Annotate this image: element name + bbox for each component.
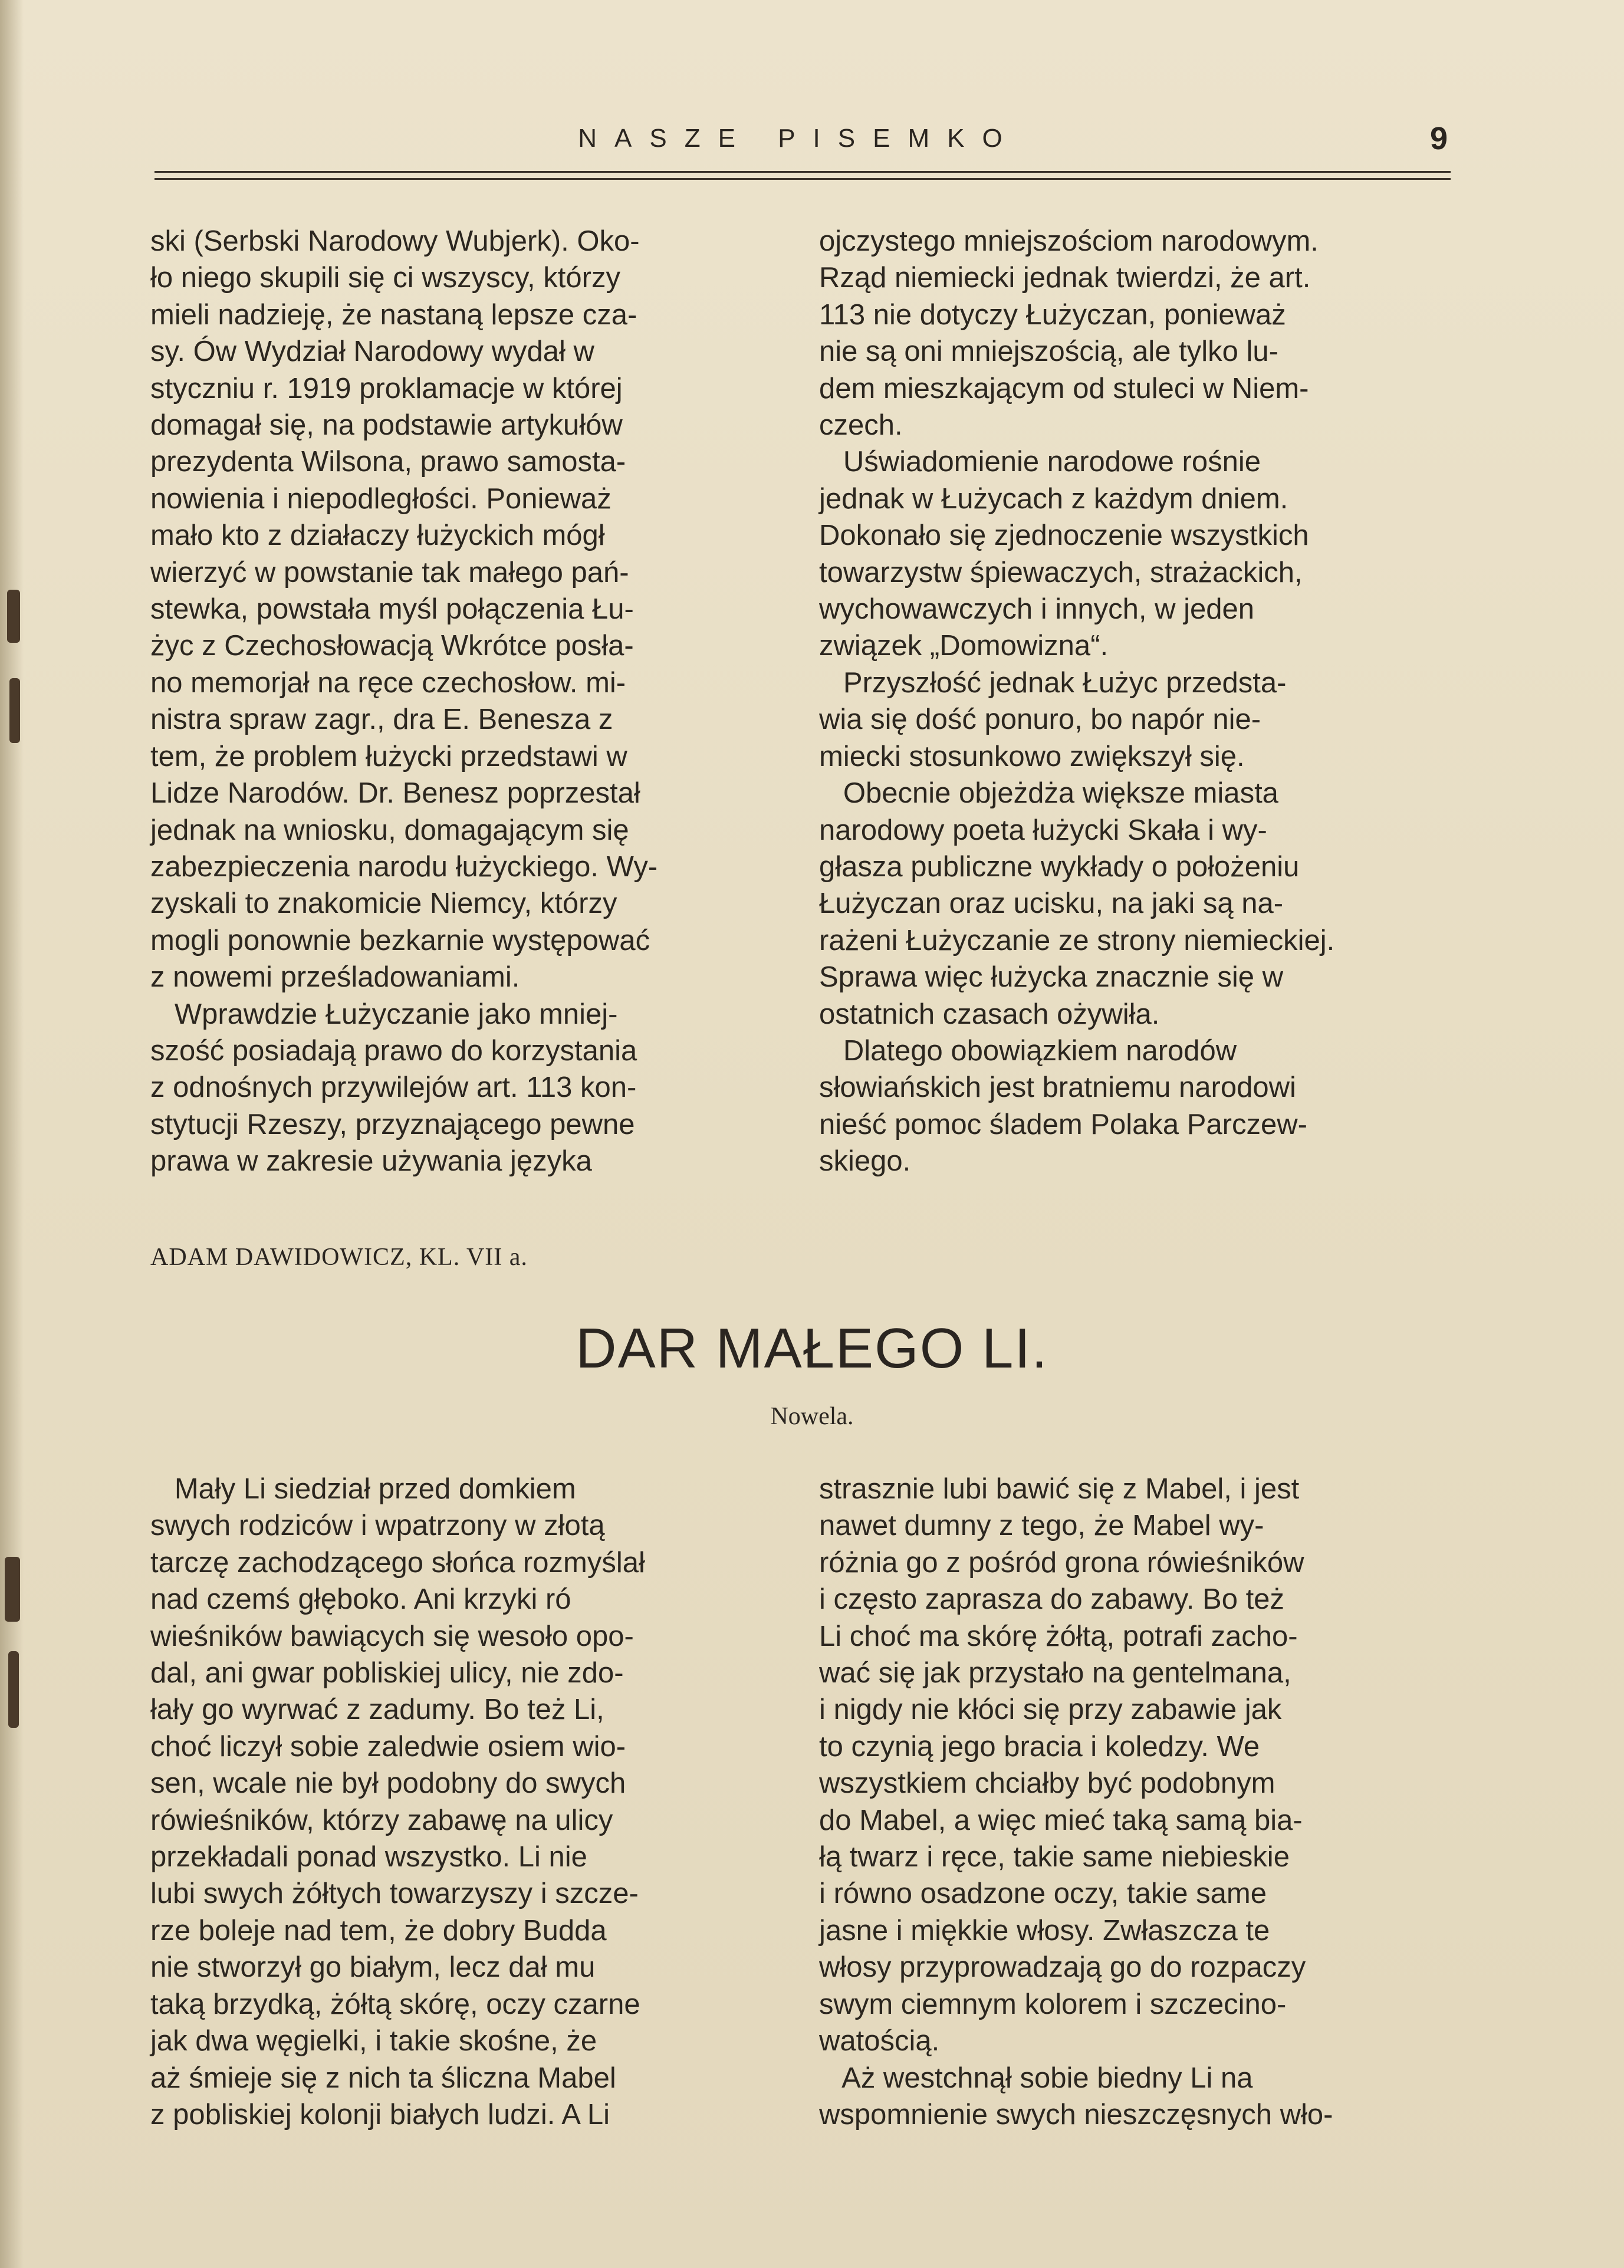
- text-line: głasza publiczne wykłady o położeniu: [819, 850, 1300, 883]
- text-line: Łużyczan oraz ucisku, na jaki są na-: [819, 888, 1284, 920]
- text-line: Sprawa więc łużycka znacznie się w: [819, 961, 1284, 994]
- text-line: nowienia i niepodległości. Ponieważ: [150, 482, 612, 515]
- text-line: rze boleje nad tem, że dobry Budda: [150, 1914, 607, 1947]
- text-line: do Mabel, a więc mieć taką samą bia-: [819, 1804, 1303, 1836]
- text-line: Dlatego obowiązkiem narodów: [819, 1034, 1237, 1067]
- text-line: nieść pomoc śladem Polaka Parczew-: [819, 1108, 1307, 1140]
- text-line: wszystkiem chciałby być podobnym: [819, 1767, 1275, 1800]
- text-line: różnia go z pośród grona rówieśników: [819, 1546, 1304, 1579]
- text-line: mieli nadzieję, że nastaną lepsze cza-: [150, 298, 637, 331]
- text-line: Aż westchnął sobie biedny Li na: [819, 2062, 1253, 2094]
- text-line: towarzystw śpiewaczych, strażackich,: [819, 556, 1303, 589]
- text-line: Lidze Narodów. Dr. Benesz poprzestał: [150, 777, 640, 810]
- story-title: DAR MAŁEGO LI.: [576, 1317, 1048, 1380]
- text-line: rażeni Łużyczanie ze strony niemieckiej.: [819, 924, 1335, 956]
- text-line: domagał się, na podstawie artykułów: [150, 409, 623, 442]
- text-line: ojczystego mniejszościom narodowym.: [819, 225, 1319, 257]
- text-line: z pobliskiej kolonji białych ludzi. A Li: [150, 2098, 610, 2131]
- article-left-column: [150, 223, 781, 1180]
- text-line: mało kto z działaczy łużyckich mógł: [150, 520, 605, 552]
- text-line: łały go wyrwać z zadumy. Bo też Li,: [150, 1694, 604, 1726]
- text-line: Uświadomienie narodowe rośnie: [819, 446, 1261, 478]
- text-line: swych rodziców i wpatrzony w złotą: [150, 1510, 605, 1542]
- text-line: Li choć ma skórę żółtą, potrafi zacho-: [819, 1620, 1298, 1652]
- text-line: stytucji Rzeszy, przyznającego pewne: [150, 1108, 635, 1140]
- text-line: wieśników bawiących się wesoło opo-: [150, 1620, 634, 1652]
- text-line: jednak w Łużycach z każdym dniem.: [819, 482, 1288, 515]
- text-line: Mały Li siedział przed domkiem: [150, 1473, 576, 1505]
- text-line: zabezpieczenia narodu łużyckiego. Wy-: [150, 850, 658, 883]
- text-line: jasne i miękkie włosy. Zwłaszcza te: [819, 1914, 1270, 1947]
- text-line: czech.: [819, 409, 903, 442]
- text-line: wychowawczych i innych, w jeden: [819, 593, 1255, 626]
- binding-mark: [5, 1557, 20, 1622]
- text-line: wierzyć w powstanie tak małego pań-: [150, 556, 629, 589]
- text-line: dem mieszkającym od stuleci w Niem-: [819, 372, 1309, 405]
- text-line: prezydenta Wilsona, prawo samosta-: [150, 446, 626, 478]
- text-line: nad czemś głęboko. Ani krzyki ró: [150, 1583, 571, 1616]
- text-line: tem, że problem łużycki przedstawi w: [150, 740, 627, 773]
- text-line: taką brzydką, żółtą skórę, oczy czarne: [150, 1988, 640, 2020]
- text-line: i często zaprasza do zabawy. Bo też: [819, 1583, 1284, 1616]
- text-line: słowiańskich jest bratniemu narodowi: [819, 1071, 1296, 1104]
- story-subtitle: Nowela.: [770, 1403, 854, 1430]
- text-line: swym ciemnym kolorem i szczecino-: [819, 1988, 1287, 2020]
- text-line: 113 nie dotyczy Łużyczan, ponieważ: [819, 298, 1286, 331]
- header-rule-bottom: [154, 178, 1451, 180]
- text-line: ło niego skupili się ci wszyscy, którzy: [150, 262, 620, 294]
- text-line: dal, ani gwar pobliskiej ulicy, nie zdo-: [150, 1657, 624, 1690]
- text-line: nie stworzył go białym, lecz dał mu: [150, 1951, 596, 1984]
- binding-mark: [8, 1651, 19, 1728]
- text-line: przekładali ponad wszystko. Li nie: [150, 1841, 587, 1873]
- text-line: lubi swych żółtych towarzyszy i szcze-: [150, 1878, 639, 1910]
- text-line: z odnośnych przywilejów art. 113 kon-: [150, 1071, 637, 1104]
- text-line: tarczę zachodzącego słońca rozmyślał: [150, 1546, 645, 1579]
- running-header: [150, 121, 1448, 165]
- text-line: wspomnienie swych nieszczęsnych wło-: [819, 2098, 1333, 2131]
- text-line: prawa w zakresie używania języka: [150, 1145, 592, 1178]
- story-author: ADAM DAWIDOWICZ, KL. VII a.: [150, 1244, 528, 1271]
- text-line: włosy przyprowadzają go do rozpaczy: [819, 1951, 1306, 1984]
- text-line: jak dwa węgielki, i takie skośne, że: [150, 2025, 597, 2057]
- text-line: i nigdy nie kłóci się przy zabawie jak: [819, 1694, 1282, 1726]
- text-line: narodowy poeta łużycki Skała i wy-: [819, 814, 1267, 846]
- article-right-column: [819, 223, 1450, 1180]
- text-line: strasznie lubi bawić się z Mabel, i jest: [819, 1473, 1300, 1505]
- page-number: 9: [1429, 121, 1448, 156]
- text-line: sy. Ów Wydział Narodowy wydał w: [150, 336, 594, 368]
- binding-mark: [9, 678, 20, 743]
- text-line: z nowemi prześladowaniami.: [150, 961, 520, 994]
- text-line: nawet dumny z tego, że Mabel wy-: [819, 1510, 1264, 1542]
- text-line: wać się jak przystało na gentelmana,: [819, 1657, 1291, 1690]
- text-line: Wprawdzie Łużyczanie jako mniej-: [150, 998, 618, 1030]
- text-line: Obecnie objeżdża większe miasta: [819, 777, 1278, 810]
- text-line: łą twarz i ręce, takie same niebieskie: [819, 1841, 1290, 1873]
- text-line: życ z Czechosłowacją Wkrótce posła-: [150, 630, 634, 662]
- text-line: rówieśników, którzy zabawę na ulicy: [150, 1804, 613, 1836]
- binding-mark: [7, 590, 20, 643]
- text-line: watością.: [819, 2025, 940, 2057]
- story-right-column: [819, 1471, 1450, 2133]
- text-line: choć liczył sobie zaledwie osiem wio-: [150, 1730, 626, 1763]
- text-line: to czynią jego bracia i koledzy. We: [819, 1730, 1260, 1763]
- text-line: i równo osadzone oczy, takie same: [819, 1878, 1267, 1910]
- header-rule-top: [154, 171, 1451, 173]
- text-line: szość posiadają prawo do korzystania: [150, 1034, 637, 1067]
- text-line: zyskali to znakomicie Niemcy, którzy: [150, 888, 617, 920]
- text-line: stewka, powstała myśl połączenia Łu-: [150, 593, 634, 626]
- text-line: skiego.: [819, 1145, 911, 1178]
- text-line: nistra spraw zagr., dra E. Benesza z: [150, 704, 613, 736]
- binding-shadow: [0, 0, 24, 2268]
- text-line: Dokonało się zjednoczenie wszystkich: [819, 520, 1309, 552]
- journal-title: NASZE PISEMKO: [578, 124, 1020, 153]
- text-line: Przyszłość jednak Łużyc przedsta-: [819, 666, 1287, 699]
- text-line: Rząd niemiecki jednak twierdzi, że art.: [819, 262, 1311, 294]
- story-left-column: [150, 1471, 781, 2133]
- text-line: no memorjał na ręce czechosłow. mi-: [150, 666, 626, 699]
- text-line: nie są oni mniejszością, ale tylko lu-: [819, 336, 1278, 368]
- text-line: ostatnich czasach ożywiła.: [819, 998, 1160, 1030]
- text-line: wia się dość ponuro, bo napór nie-: [819, 704, 1261, 736]
- text-line: związek „Domowizna“.: [819, 630, 1109, 662]
- text-line: aż śmieje się z nich ta śliczna Mabel: [150, 2062, 616, 2094]
- text-line: styczniu r. 1919 proklamacje w której: [150, 372, 623, 405]
- text-line: jednak na wniosku, domagającym się: [150, 814, 629, 846]
- text-line: miecki stosunkowo zwiększył się.: [819, 740, 1245, 773]
- text-line: mogli ponownie bezkarnie występować: [150, 924, 650, 956]
- text-line: sen, wcale nie był podobny do swych: [150, 1767, 626, 1800]
- text-line: ski (Serbski Narodowy Wubjerk). Oko-: [150, 225, 640, 257]
